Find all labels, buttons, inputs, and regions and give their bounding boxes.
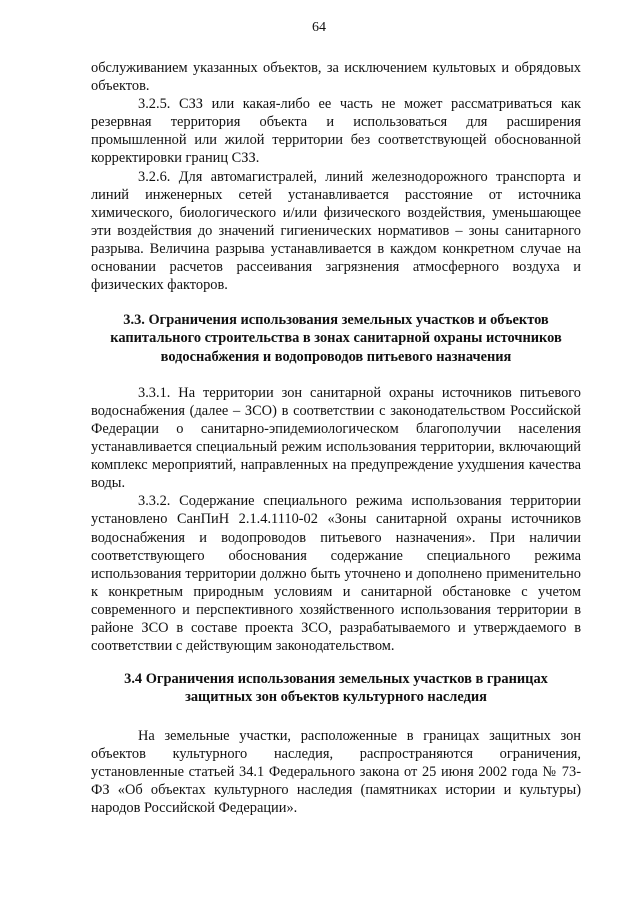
document-body — [91, 59, 581, 817]
paragraph-3-4-1: На земельные участки, расположенные в границах защитных зон объектов культурного наследия, распространяются ограничения, установленные статьей 34.1 Федерального закона от 25 июня 2002 года № 73-ФЗ «Об объектах культурного наследия (памятниках истории и культуры) народов Российской Федерации». — [91, 727, 581, 817]
paragraph-continuation: обслуживанием указанных объектов, за исключением культовых и обрядовых объектов. — [91, 60, 581, 95]
paragraph-3-3-2: 3.3.2. Содержание специального режима использования территории установлено СанПиН 2.1.4.1110-02 «Зоны санитарной охраны источников водоснабжения и водопроводов питьевого назначения». При наличии соответствующего обоснования содержание специального режима использования территории должно быть уточнено и дополнено применительно к конкретным природным условиям и санитарной обстановке с учетом современного и перспективного хозяйственного использования территории в районе ЗСО в составе проекта ЗСО, разрабатываемого и утверждаемого в соответствии с действующим законодательством. — [91, 493, 581, 655]
paragraph-3-2-5: 3.2.5. СЗЗ или какая-либо ее часть не может рассматриваться как резервная территория объекта и использоваться для расширения промышленной или жилой территории без соответствующей обоснованной корректировки границ СЗЗ. — [91, 96, 581, 167]
section-heading-3-3: 3.3. Ограничения использования земельных участков и объектов капитального строительства в зонах санитарной охраны источников водоснабжения и водопроводов питьевого назначения — [110, 312, 562, 365]
paragraph-3-2-6: 3.2.6. Для автомагистралей, линий железнодорожного транспорта и линий инженерных сетей устанавливается расстояние от источника химического, биологического и/или физического воздействия, уменьшающее эти воздействия до значений гигиенических нормативов – зоны санитарного разрыва. Величина разрыва устанавливается в каждом конкретном случае на основании расчетов рассеивания загрязнения атмосферного воздуха и физических факторов. — [91, 168, 581, 294]
paragraph-3-3-1: 3.3.1. На территории зон санитарной охраны источников питьевого водоснабжения (далее – ЗСО) в соответствии с законодательством Российской Федерации о санитарно-эпидемиологическом благополучии населения устанавливается специальный режим использования территории, включающий комплекс мероприятий, направленных на предупреждение ухудшения качества воды. — [91, 384, 581, 492]
page-number: 64 — [312, 20, 326, 35]
section-heading-3-4: 3.4 Ограничения использования земельных участков в границах защитных зон объектов культурного наследия — [124, 671, 548, 706]
